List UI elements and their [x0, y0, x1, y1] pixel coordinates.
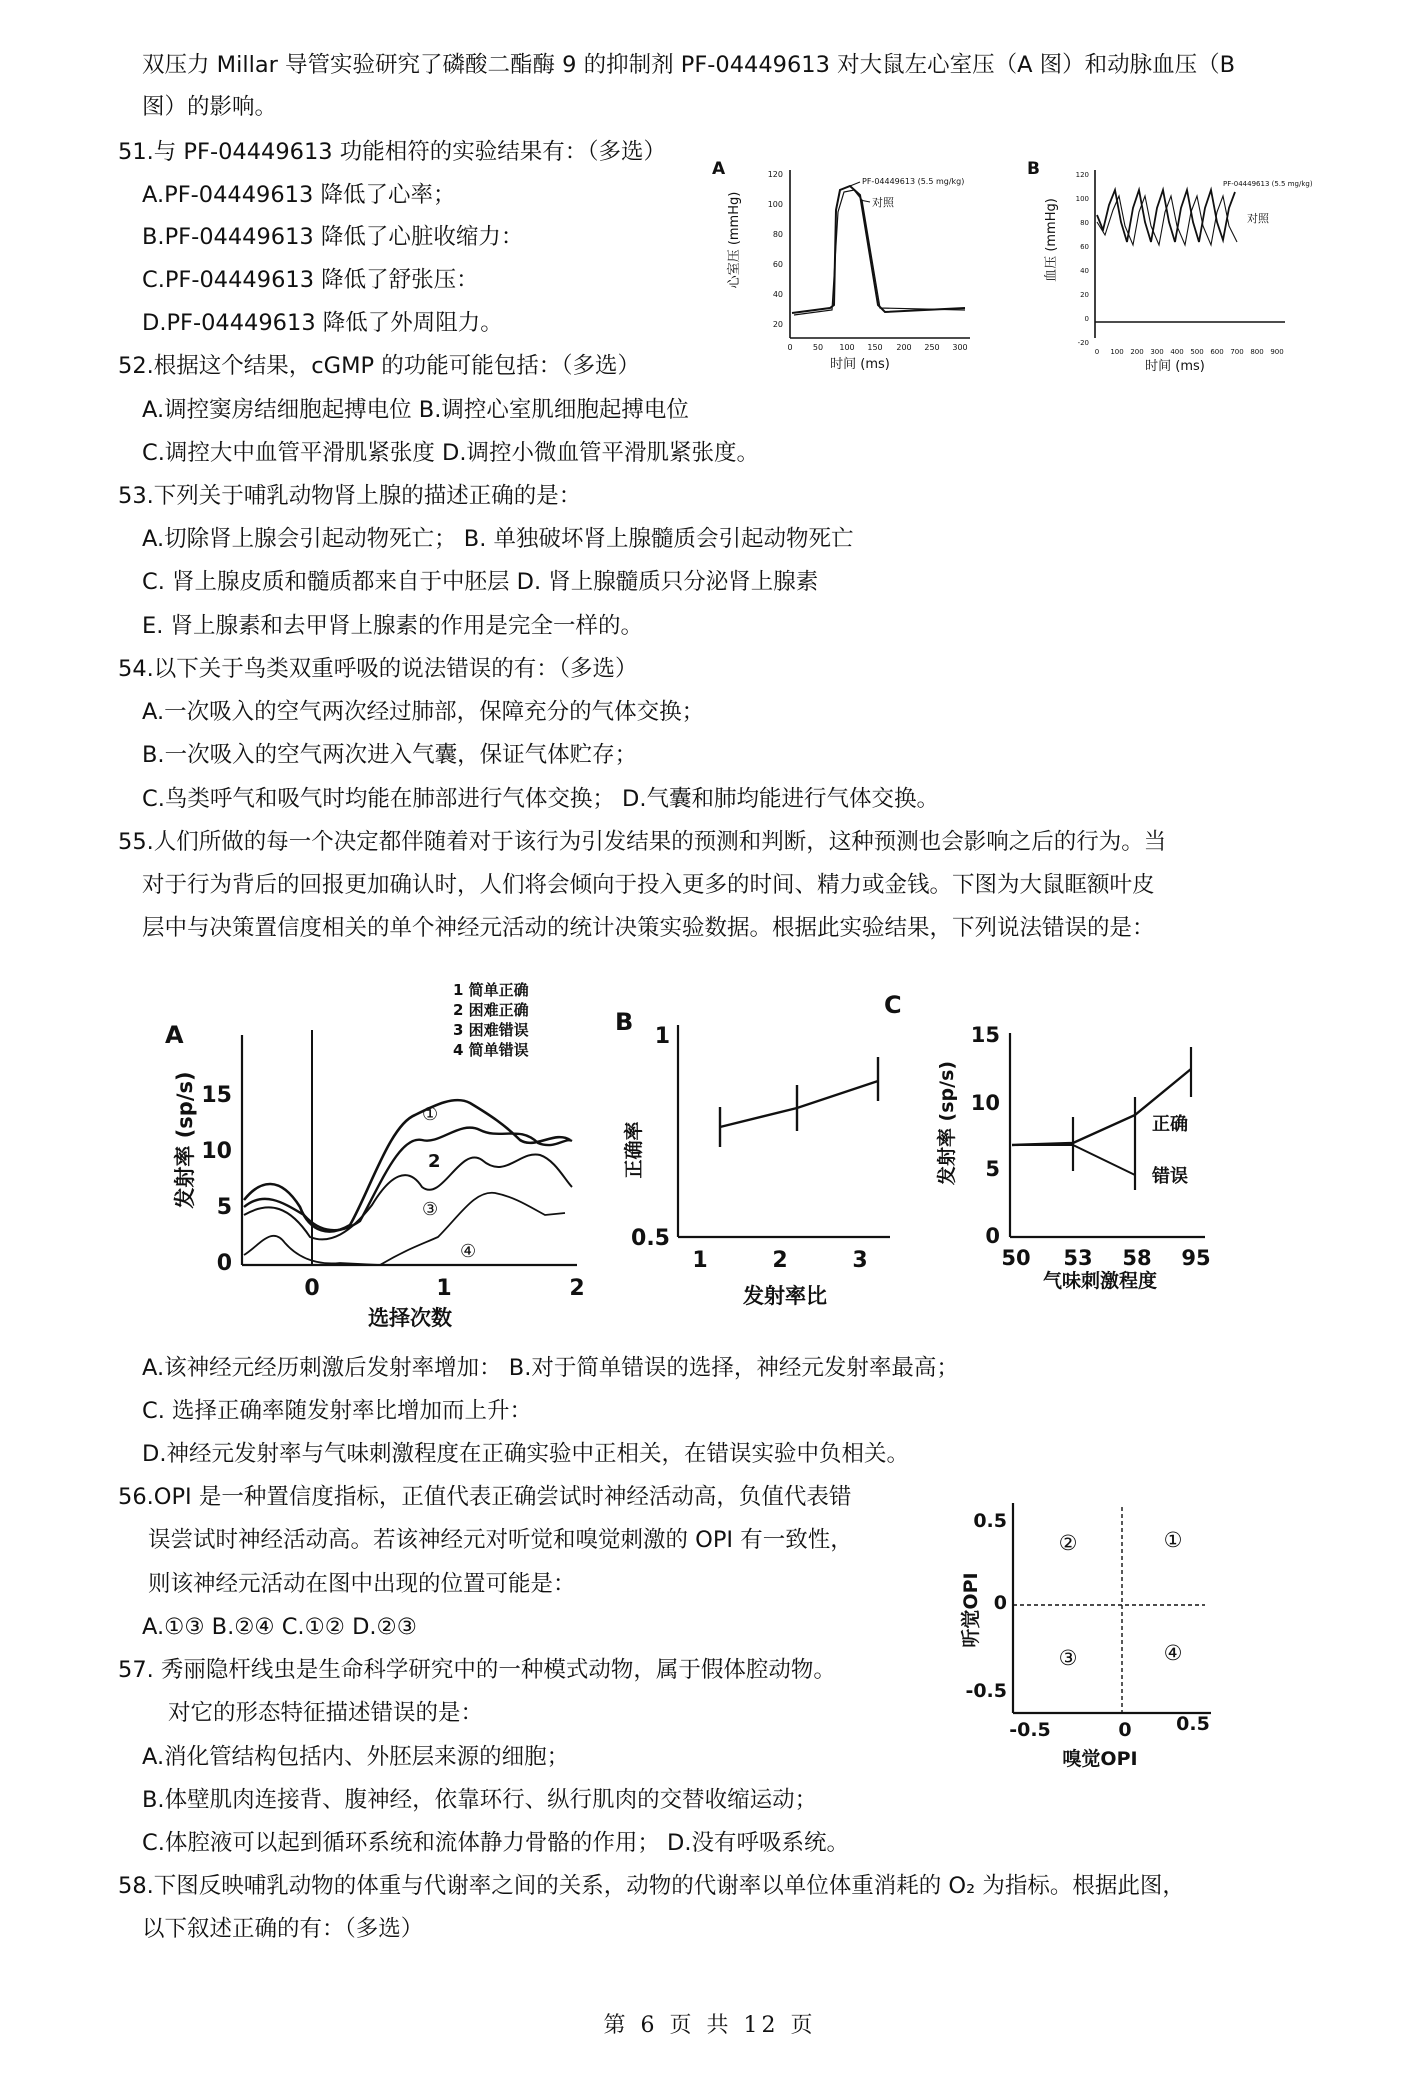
- x-tick: 0: [304, 1276, 320, 1301]
- x-tick: 250: [924, 343, 940, 352]
- x-tick: 800: [1250, 348, 1264, 356]
- q55-option-d: D.神经元发射率与气味刺激程度在正确实验中正相关，在错误实验中负相关。: [142, 1441, 909, 1467]
- q57-options-cd: C.体腔液可以起到循环系统和流体静力骨骼的作用； D.没有呼吸系统。: [142, 1830, 849, 1856]
- question-57: 57. 秀丽隐杆线虫是生命科学研究中的一种模式动物，属于假体腔动物。: [118, 1657, 836, 1683]
- y-tick: 10: [970, 1091, 1000, 1115]
- x-tick: 100: [839, 343, 855, 352]
- y-tick: 0.5: [631, 1226, 670, 1251]
- y-tick: 120: [1075, 171, 1089, 179]
- q54-options-cd: C.鸟类呼气和吸气时均能在肺部进行气体交换； D.气囊和肺均能进行气体交换。: [142, 786, 939, 812]
- x-tick: 0: [1118, 1719, 1132, 1741]
- y-tick: 40: [772, 290, 783, 299]
- y-tick: -0.5: [965, 1680, 1007, 1702]
- y-tick: 0.5: [973, 1510, 1007, 1532]
- y-axis-label: 发射率 (sp/s): [173, 1071, 197, 1209]
- panel-label: B: [1027, 159, 1040, 179]
- q51-option-b: B.PF-04449613 降低了心脏收缩力：: [142, 224, 524, 250]
- question-51: 51.与 PF-04449613 功能相符的实验结果有：（多选）: [118, 139, 666, 165]
- x-tick: 400: [1170, 348, 1184, 356]
- panel-label: B: [615, 1008, 634, 1036]
- curve-label: ①: [422, 1104, 439, 1125]
- question-53: 53.下列关于哺乳动物肾上腺的描述正确的是：: [118, 483, 582, 509]
- x-tick: 1: [436, 1276, 452, 1301]
- x-tick: 300: [952, 343, 968, 352]
- control-label: 对照: [872, 196, 894, 209]
- intro-line-2: 图）的影响。: [142, 94, 278, 120]
- y-tick: 80: [1080, 219, 1089, 227]
- x-tick: 600: [1210, 348, 1224, 356]
- q56-options: A.①③ B.②④ C.①② D.②③: [142, 1614, 417, 1640]
- y-tick: 100: [1075, 195, 1089, 203]
- y-tick: 20: [1080, 291, 1089, 299]
- y-tick: 100: [767, 200, 783, 209]
- q53-options-ab: A.切除肾上腺会引起动物死亡； B. 单独破坏肾上腺髓质会引起动物死亡: [142, 526, 854, 552]
- q57-option-b: B.体壁肌肉连接背、腹神经，依靠环行、纵行肌肉的交替收缩运动；: [142, 1787, 818, 1813]
- panel-label: C: [884, 991, 902, 1019]
- question-58: 58.下图反映哺乳动物的体重与代谢率之间的关系，动物的代谢率以单位体重消耗的 O₂ 为指标。根据此图，: [118, 1873, 1185, 1899]
- quadrant-label: ③: [1058, 1646, 1078, 1670]
- legend-item: 1 简单正确: [453, 981, 529, 999]
- y-tick: 0: [216, 1251, 232, 1276]
- curve-easy-correct: [244, 1100, 570, 1231]
- page-footer: 第 6 页 共 12 页: [603, 2013, 817, 2038]
- q54-option-b: B.一次吸入的空气两次进入气囊，保证气体贮存；: [142, 742, 638, 768]
- question-56-line-3: 则该神经元活动在图中出现的位置可能是：: [148, 1571, 576, 1597]
- x-tick: 300: [1150, 348, 1164, 356]
- x-tick: 150: [867, 343, 883, 352]
- y-tick: 1: [654, 1024, 670, 1049]
- curve-label: 2: [428, 1151, 441, 1172]
- y-tick: 5: [985, 1157, 1000, 1181]
- y-tick: 5: [216, 1195, 232, 1220]
- x-tick: 53: [1063, 1246, 1093, 1270]
- drug-label: PF-04449613 (5.5 mg/kg): [862, 177, 965, 186]
- quadrant-label: ④: [1163, 1641, 1183, 1665]
- x-tick: -0.5: [1009, 1719, 1051, 1741]
- curve-label: ③: [422, 1199, 439, 1220]
- series-label: 正确: [1152, 1114, 1188, 1135]
- y-tick: 80: [772, 230, 783, 239]
- q52-options-ab: A.调控窦房结细胞起搏电位 B.调控心室肌细胞起搏电位: [142, 397, 689, 423]
- x-tick: 200: [1130, 348, 1144, 356]
- y-tick: 120: [767, 170, 783, 179]
- x-tick: 2: [772, 1248, 788, 1273]
- y-tick: 0: [985, 1224, 1000, 1248]
- control-label: 对照: [1247, 212, 1269, 225]
- x-tick: 0: [1094, 348, 1100, 356]
- curve-label: ④: [460, 1241, 477, 1262]
- q52-options-cd: C.调控大中血管平滑肌紧张度 D.调控小微血管平滑肌紧张度。: [142, 440, 759, 466]
- y-axis-label: 心室压 (mmHg): [727, 191, 742, 289]
- drug-label: PF-04449613 (5.5 mg/kg): [1223, 180, 1313, 188]
- q53-options-cd: C. 肾上腺皮质和髓质都来自于中胚层 D. 肾上腺髓质只分泌肾上腺素: [142, 569, 819, 595]
- panel-label: A: [712, 159, 726, 179]
- y-tick: 60: [772, 260, 783, 269]
- x-tick: 2: [569, 1276, 585, 1301]
- y-tick: 40: [1080, 267, 1089, 275]
- figure-arterial-pressure: [1025, 150, 1313, 374]
- figure-ventricular-pressure: [710, 150, 1010, 370]
- figure-neuron-firing: [160, 975, 1230, 1340]
- x-tick: 0.5: [1176, 1713, 1210, 1735]
- question-57-line-2: 对它的形态特征描述错误的是：: [168, 1700, 484, 1726]
- question-55-line-2: 对于行为背后的回报更加确认时，人们将会倾向于投入更多的时间、精力或金钱。下图为大鼠眶额叶皮: [142, 872, 1155, 898]
- question-55: 55.人们所做的每一个决定都伴随着对于该行为引发结果的预测和判断，这种预测也会影响之后的行为。当: [118, 829, 1167, 855]
- x-tick: 700: [1230, 348, 1244, 356]
- q55-option-c: C. 选择正确率随发射率比增加而上升：: [142, 1398, 533, 1424]
- x-axis-label: 气味刺激程度: [1042, 1270, 1158, 1292]
- panel-label: A: [165, 1021, 184, 1049]
- y-tick: 0: [1084, 315, 1089, 323]
- x-tick: 0: [787, 343, 793, 352]
- question-55-line-3: 层中与决策置信度相关的单个神经元活动的统计决策实验数据。根据此实验结果，下列说法错误的是：: [142, 915, 1155, 941]
- x-tick: 1: [692, 1248, 708, 1273]
- y-axis-label: 正确率: [623, 1121, 645, 1179]
- x-axis-label: 时间 (ms): [1145, 359, 1205, 374]
- x-axis-label: 时间 (ms): [830, 357, 890, 372]
- q54-option-a: A.一次吸入的空气两次经过肺部，保障充分的气体交换；: [142, 699, 705, 725]
- x-axis-label: 选择次数: [368, 1306, 452, 1330]
- legend-item: 4 简单错误: [453, 1041, 529, 1059]
- quadrant-label: ②: [1058, 1531, 1078, 1555]
- q55-options-ab: A.该神经元经历刺激后发射率增加： B.对于简单错误的选择，神经元发射率最高；: [142, 1355, 959, 1381]
- q53-option-e: E. 肾上腺素和去甲肾上腺素的作用是完全一样的。: [142, 613, 644, 639]
- y-axis-label: 发射率 (sp/s): [936, 1060, 958, 1186]
- x-tick: 200: [896, 343, 912, 352]
- question-56-line-2: 误尝试时神经活动高。若该神经元对听觉和嗅觉刺激的 OPI 有一致性，: [148, 1527, 853, 1553]
- x-tick: 900: [1270, 348, 1284, 356]
- question-56: 56.OPI 是一种置信度指标，正值代表正确尝试时神经活动高，负值代表错: [118, 1484, 852, 1510]
- y-tick: 15: [201, 1083, 232, 1108]
- y-tick: 20: [772, 320, 783, 329]
- y-tick: -20: [1077, 339, 1089, 347]
- question-54: 54.以下关于鸟类双重呼吸的说法错误的有：（多选）: [118, 656, 638, 682]
- x-tick: 50: [812, 343, 824, 352]
- intro-line-1: 双压力 Millar 导管实验研究了磷酸二酯酶 9 的抑制剂 PF-04449613 对大鼠左心室压（A 图）和动脉血压（B: [142, 52, 1236, 78]
- y-tick: 0: [993, 1592, 1007, 1614]
- x-axis-label: 嗅觉OPI: [1062, 1748, 1138, 1770]
- q51-option-c: C.PF-04449613 降低了舒张压：: [142, 267, 479, 293]
- y-axis-label: 听觉OPI: [960, 1572, 982, 1648]
- x-tick: 3: [852, 1248, 868, 1273]
- x-tick: 58: [1122, 1246, 1152, 1270]
- accuracy-line: [720, 1081, 878, 1127]
- q57-option-a: A.消化管结构包括内、外胚层来源的细胞；: [142, 1744, 570, 1770]
- legend-item: 2 困难正确: [453, 1001, 529, 1019]
- series-label: 错误: [1152, 1166, 1188, 1187]
- quadrant-label: ①: [1163, 1528, 1183, 1552]
- x-axis-label: 发射率比: [743, 1284, 827, 1308]
- q51-option-d: D.PF-04449613 降低了外周阻力。: [142, 310, 503, 336]
- curve-easy-error: [244, 1193, 565, 1265]
- x-tick: 50: [1001, 1246, 1031, 1270]
- question-58-line-2: 以下叙述正确的有：（多选）: [142, 1916, 424, 1942]
- x-tick: 95: [1181, 1246, 1211, 1270]
- q51-option-a: A.PF-04449613 降低了心率；: [142, 182, 456, 208]
- x-tick: 100: [1110, 348, 1124, 356]
- legend-item: 3 困难错误: [453, 1021, 529, 1039]
- curve-hard-correct: [244, 1128, 572, 1231]
- figure-opi-quadrant: [955, 1485, 1225, 1775]
- y-tick: 60: [1080, 243, 1089, 251]
- question-52: 52.根据这个结果，cGMP 的功能可能包括：（多选）: [118, 353, 640, 379]
- y-tick: 10: [201, 1139, 232, 1164]
- x-tick: 500: [1190, 348, 1204, 356]
- y-axis-label: 血压 (mmHg): [1044, 198, 1059, 282]
- y-tick: 15: [970, 1023, 1000, 1047]
